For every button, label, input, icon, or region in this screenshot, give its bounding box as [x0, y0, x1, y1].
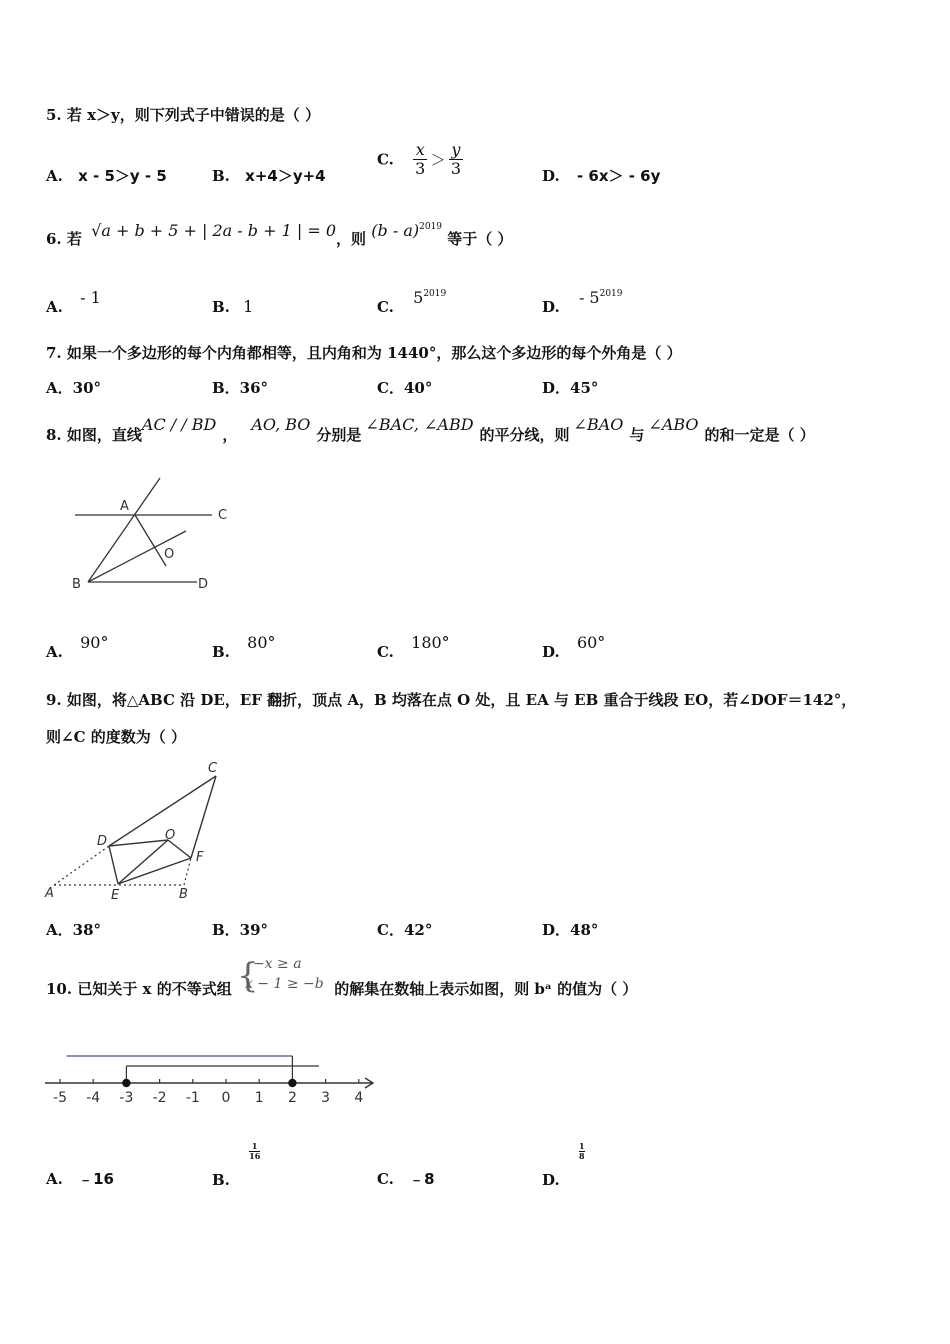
q5-c-gt: ＞	[430, 151, 446, 169]
q6-option-d	[542, 288, 623, 316]
q6-b-label: B.	[212, 298, 230, 316]
q6-expr-base: (b - a)	[371, 221, 420, 240]
q8-label-b: B	[72, 577, 81, 592]
q9-label-o: O	[165, 828, 176, 843]
q10-tick-label: -3	[119, 1090, 134, 1106]
q6-c-base: 5	[413, 288, 424, 307]
q9-label-b: B	[179, 887, 188, 902]
q8-m2: AO, BO	[251, 415, 311, 434]
q9-label-a: A	[45, 886, 54, 901]
q10-stem	[46, 956, 638, 999]
q10-b-label: B.	[212, 1171, 230, 1189]
q8-option-b	[212, 633, 276, 661]
q6-mid: ，则	[336, 230, 367, 248]
q8-b-label: B.	[212, 643, 230, 661]
q6-expr	[371, 221, 442, 240]
q10-tick-label: 3	[321, 1090, 331, 1106]
q9-stem-line1: 9. 如图，将△ABC 沿 DE，EF 翻折，顶点 A，B 均落在点 O 处，且 EA 与 EB 重合于线段 EO，若∠DOF＝142°，	[46, 691, 857, 709]
q6-c-expr	[413, 288, 446, 307]
q10-num: 10. 已知关于 x 的不等式组	[46, 980, 232, 998]
q6-option-b	[212, 297, 253, 316]
q9-line-fb-dotted	[184, 858, 191, 885]
q7-stem: 7. 如果一个多边形的每个内角都相等，且内角和为 1440°，那么这个多边形的每个外角是（ ）	[46, 344, 682, 362]
q5-stem: 5. 若 x＞y，则下列式子中错误的是（ ）	[46, 106, 320, 124]
q9-figure	[42, 758, 232, 903]
q6-d-exp: 2019	[599, 289, 623, 299]
q10-sys2: x − 1 ≥ −b	[244, 976, 324, 992]
q5-b-label: B.	[212, 167, 230, 185]
q5-d-text: - 6x＞ - 6y	[576, 167, 661, 185]
q8-m5: ∠ABO	[648, 415, 699, 434]
q8-d-text: 60°	[576, 633, 606, 652]
q5-c-label: C.	[377, 150, 394, 169]
q8-sep1: ，	[222, 426, 238, 444]
q6-formula: √a + b + 5 + | 2a - b + 1 | = 0	[91, 221, 337, 240]
q9-line-de	[109, 846, 118, 884]
q6-d-base: - 5	[578, 288, 600, 307]
q5-c-num2: y	[449, 141, 463, 160]
q6-expr-exp: 2019	[419, 222, 443, 232]
q8-option-c	[377, 633, 450, 661]
q10-a-label: A.	[46, 1170, 63, 1188]
q8-label-a: A	[120, 499, 129, 514]
q8-t5: 的和一定是（ ）	[704, 426, 815, 444]
q8-t4: 与	[629, 426, 645, 444]
q5-c-frac-y	[449, 141, 463, 178]
q10-tick-label: 2	[287, 1090, 297, 1106]
q6-a-label: A.	[46, 298, 63, 316]
q9-line-cf	[191, 776, 216, 858]
q5-option-c	[377, 141, 463, 178]
q5-a-text: x - 5＞y - 5	[78, 167, 167, 185]
q9-stem-line2: 则∠C 的度数为（ ）	[46, 728, 186, 746]
q9-label-e: E	[111, 888, 120, 903]
q10-tick-label: -5	[53, 1090, 67, 1106]
q8-option-d	[542, 633, 606, 661]
q5-option-d	[542, 165, 660, 186]
q8-stem	[46, 415, 815, 445]
q8-d-label: D.	[542, 643, 560, 661]
q8-c-label: C.	[377, 643, 394, 661]
q10-option-d	[542, 1141, 585, 1189]
q10-point-start	[122, 1079, 130, 1087]
q9-option-b: B．39°	[212, 921, 269, 939]
q5-a-label: A.	[46, 167, 63, 185]
q10-point-end	[288, 1079, 296, 1087]
q10-tick-label: 4	[354, 1090, 364, 1106]
q10-tick-label: 0	[221, 1090, 231, 1106]
q5-c-frac-x	[413, 141, 427, 178]
q8-t2: 分别是	[316, 426, 362, 444]
q9-line-dc	[109, 776, 216, 846]
q10-b-num: 1	[249, 1142, 260, 1152]
q10-sys1: −x ≥ a	[252, 956, 302, 972]
q6-c-exp: 2019	[423, 289, 447, 299]
q8-m4: ∠BAO	[573, 415, 624, 434]
q10-d-num: 1	[578, 1141, 585, 1151]
q10-option-a	[46, 1168, 114, 1189]
q10-d-frac	[579, 1142, 585, 1161]
q6-num: 6. 若	[46, 230, 82, 248]
q9-option-c: C．42°	[377, 921, 433, 939]
q8-line-ba-ext	[88, 478, 160, 582]
q10-b-den: 16	[249, 1151, 261, 1161]
q6-d-label: D.	[542, 298, 560, 316]
q8-b-text: 80°	[247, 633, 276, 652]
q10-tick-label: 1	[254, 1090, 264, 1106]
q8-a-text: 90°	[80, 633, 109, 652]
q10-option-b	[212, 1141, 261, 1189]
q10-option-c	[377, 1168, 435, 1189]
q8-t3: 的平分线，则	[479, 426, 570, 444]
q10-d-label: D.	[542, 1171, 560, 1189]
q6-option-a	[46, 288, 101, 316]
q8-c-text: 180°	[411, 633, 450, 652]
q5-c-den1: 3	[415, 159, 426, 178]
q6-option-c	[377, 288, 447, 316]
q9-label-c: C	[208, 761, 218, 776]
q10-brace: {	[236, 956, 259, 996]
q10-system	[236, 956, 329, 998]
q10-c-text: ﹣8	[409, 1170, 435, 1188]
q9-line-ef	[118, 858, 191, 884]
q6-tail: 等于（ ）	[447, 230, 513, 248]
q8-figure	[60, 470, 240, 600]
q10-c-label: C.	[377, 1170, 394, 1188]
q8-option-a	[46, 633, 109, 661]
q10-a-text: ﹣16	[78, 1170, 114, 1188]
q7-option-a: A．30°	[46, 379, 102, 397]
q5-option-b	[212, 165, 326, 186]
q8-label-c: C	[218, 508, 228, 523]
q6-stem	[46, 221, 513, 249]
q6-c-label: C.	[377, 298, 394, 316]
q7-option-c: C．40°	[377, 379, 433, 397]
q5-option-a	[46, 165, 167, 186]
q5-c-num1: x	[413, 141, 427, 160]
q9-option-a: A．38°	[46, 921, 102, 939]
q5-c-den2: 3	[450, 159, 461, 178]
q10-tick-label: -2	[152, 1090, 167, 1106]
q7-option-b: B．36°	[212, 379, 269, 397]
q9-label-d: D	[97, 834, 108, 849]
q10-tail: 的解集在数轴上表示如图，则 bᵃ 的值为（ ）	[334, 980, 638, 998]
q6-b-text: 1	[243, 297, 254, 316]
q8-m3: ∠BAC, ∠ABD	[365, 415, 474, 434]
q8-label-d: D	[198, 577, 209, 592]
q9-line-ac-dotted	[54, 846, 109, 885]
q10-tick-label: -4	[86, 1090, 101, 1106]
q8-label-o: O	[164, 547, 175, 562]
q10-d-den: 8	[578, 1151, 585, 1161]
q10-tick-label: -1	[185, 1090, 200, 1106]
q6-d-expr	[579, 288, 623, 307]
q9-label-f: F	[196, 850, 204, 865]
q10-number-line	[40, 1045, 385, 1110]
q10-b-frac	[249, 1142, 260, 1161]
q9-option-d: D．48°	[542, 921, 599, 939]
q6-a-text: - 1	[80, 288, 101, 307]
q7-option-d: D．45°	[542, 379, 599, 397]
q9-line-eo	[118, 840, 168, 884]
q8-m1: AC / / BD	[141, 415, 217, 434]
q5-d-label: D.	[542, 167, 560, 185]
q5-b-text: x+4＞y+4	[245, 167, 326, 185]
q8-a-label: A.	[46, 643, 63, 661]
q8-line-ao	[135, 515, 166, 566]
q8-num: 8. 如图，直线	[46, 426, 142, 444]
